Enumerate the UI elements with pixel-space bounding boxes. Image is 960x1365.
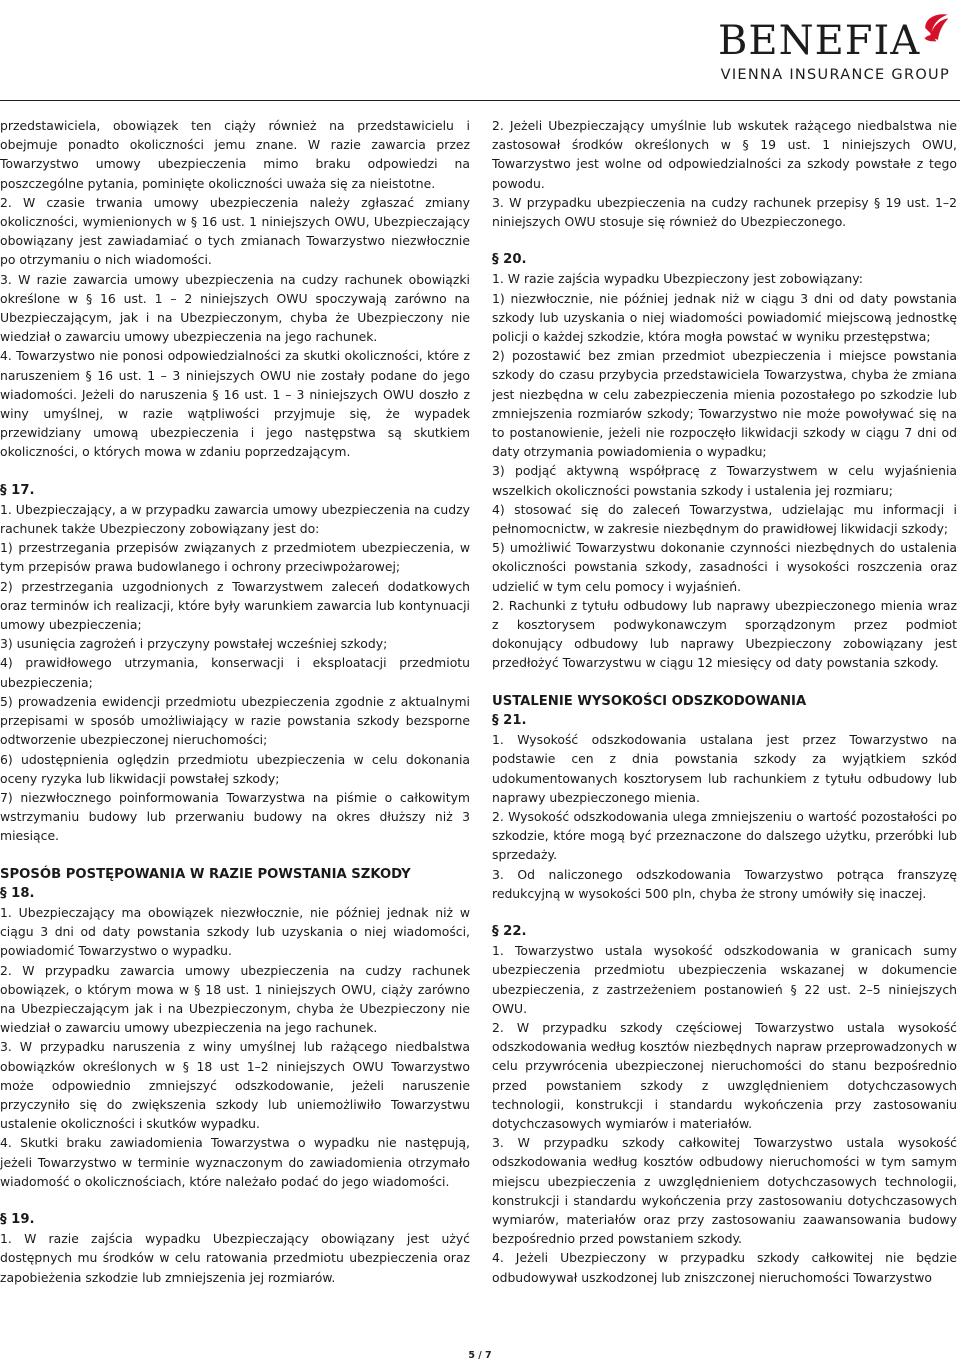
paragraph: 4) prawidłowego utrzymania, konserwacji i eksploatacji przedmiotu ubezpieczenia; bbox=[0, 655, 470, 690]
paragraph: 3. W przypadku szkody całkowitej Towarzystwo ustala wysokość odszkodowania według kosztów odbudowy nieruchomości w tym samym miejscu ubezpieczenia z uwzględnieniem dotychczasowych technologii, konstrukcji i standardu wykończenia przy zastosowaniu dotychczasowych wymiarów, materiałów oraz przy zastosowaniu zaawansowania budowy bezpośrednio przed powstaniem szkody. bbox=[492, 1135, 957, 1247]
spacer bbox=[492, 673, 957, 692]
page-footer bbox=[0, 1343, 960, 1362]
page-header bbox=[0, 0, 960, 100]
paragraph: 5) prowadzenia ewidencji przedmiotu ubezpieczenia zgodnie z aktualnymi przepisami w sposób umożliwiający w razie powstania szkody bezsporne odtworzenie ubezpieczonej nieruchomości; bbox=[0, 693, 470, 748]
spacer bbox=[492, 903, 957, 922]
paragraph: 2) pozostawić bez zmian przedmiot ubezpieczenia i miejsce powstania szkody do czasu przybycia przedstawiciela Towarzystwa, chyba że zmiana jest niezbędna w celu zabezpieczenia mienia pozostałego po szkodzie lub zmniejszenia rozmiarów szkody; Towarzystwo nie może powoływać się na to postanowienie, jeżeli nie rozpoczęło likwidacji szkody w ciągu 7 dni od daty otrzymania powiadomienia o wypadku; bbox=[492, 348, 957, 460]
paragraph: 1) niezwłocznie, nie później jednak niż w ciągu 3 dni od daty powstania szkody lub uzyskania o niej wiadomości powiadomić miejscową jednostkę policji o każdej szkodzie, która mogła powstać w wyniku przestępstwa; bbox=[492, 290, 957, 345]
section-number: § 17. bbox=[0, 482, 35, 498]
paragraph: 2) przestrzegania uzgodnionych z Towarzystwem zaleceń dodatkowych oraz terminów ich realizacji, które były warunkiem zawarcia lub kontynuacji umowy ubezpieczenia; bbox=[0, 578, 470, 633]
spacer bbox=[0, 462, 470, 481]
paragraph: 5) umożliwić Towarzystwu dokonanie czynności niezbędnych do ustalenia okoliczności powstania szkody, zasadności i wysokości roszczenia oraz udzielić w tym celu pomocy i wyjaśnień. bbox=[492, 540, 957, 594]
paragraph: 4. Jeżeli Ubezpieczony w przypadku szkody całkowitej nie będzie odbudowywał uszkodzonej lub zniszczonej nieruchomości Towarzystwo bbox=[492, 1250, 957, 1285]
paragraph: 1. W razie zajścia wypadku Ubezpieczony jest zobowiązany: bbox=[492, 271, 863, 287]
section-number: § 18. bbox=[0, 885, 35, 901]
paragraph: 3. W przypadku naruszenia z winy umyślnej lub rażącego niedbalstwa obowiązków określonych w § 18 ust 1–2 niniejszych OWU Towarzystwo może odpowiednio zmniejszyć odszkodowanie, jeżeli naruszenie przyczyniło się do zwiększenia szkody lub uniemożliwiło Towarzystwu ustalenie okoliczności i skutków wypadku. bbox=[0, 1039, 470, 1132]
paragraph: 3. Od naliczonego odszkodowania Towarzystwo potrąca franszyzę redukcyjną w wysokości 500 pln, chyba że strony umówiły się inaczej. bbox=[492, 866, 957, 901]
logo-tagline: VIENNA INSURANCE GROUP bbox=[720, 67, 950, 83]
paragraph: 3) usunięcia zagrożeń i przyczyny powstałej wcześniej szkody; bbox=[0, 636, 388, 652]
left-column bbox=[0, 116, 470, 1287]
spacer bbox=[0, 1191, 470, 1210]
right-column bbox=[492, 116, 957, 1287]
paragraph: 2. Wysokość odszkodowania ulega zmniejszeniu o wartość pozostałości po szkodzie, które mogą być przeznaczone do dalszego użytku, przeróbki lub sprzedaży. bbox=[492, 808, 957, 863]
paragraph: 7) niezwłocznego poinformowania Towarzystwa na piśmie o całkowitym wstrzymaniu budowy lub przerwaniu budowy na okres dłuższy niż 3 miesiące. bbox=[0, 789, 470, 844]
header-divider bbox=[0, 100, 960, 101]
paragraph: 3. W razie zawarcia umowy ubezpieczenia na cudzy rachunek obowiązki określone w § 16 ust. 1 – 2 niniejszych OWU spoczywają zarówno na Ubezpieczającym, jak i na Ubezpieczonym, chyba że Ubezpieczony nie wiedział o zawarciu umowy ubezpieczenia na jego rachunek. bbox=[0, 271, 470, 345]
section-number: § 22. bbox=[492, 923, 527, 939]
paragraph: 3) podjąć aktywną współpracę z Towarzystwem w celu wyjaśnienia wszelkich okoliczności powstania szkody i ustalenia jej rozmiaru; bbox=[492, 463, 957, 498]
paragraph: 2. Rachunki z tytułu odbudowy lub naprawy ubezpieczonego mienia wraz z kosztorysem podwykonawczym sporządzonym przez podmiot dokonujący odbudowy lub naprawy Ubezpieczony zobowiązany jest przedłożyć Towarzystwu w ciągu 12 miesięcy od daty powstania szkody. bbox=[492, 597, 957, 671]
section-number: § 21. bbox=[492, 712, 527, 728]
paragraph: 3. W przypadku ubezpieczenia na cudzy rachunek przepisy § 19 ust. 1–2 niniejszych OWU stosuje się również do Ubezpieczonego. bbox=[492, 194, 957, 230]
paragraph: 2. Jeżeli Ubezpieczający umyślnie lub wskutek rażącego niedbalstwa nie zastosował środków określonych w § 19 ust. 1 niniejszych OWU, Towarzystwo jest wolne od odpowiedzialności za szkody powstałe z tego powodu. bbox=[492, 118, 957, 191]
logo-wordmark: BENEFIA bbox=[718, 18, 921, 64]
benefia-logo bbox=[718, 6, 950, 83]
section-number: § 19. bbox=[0, 1211, 35, 1227]
paragraph: 1. Ubezpieczający ma obowiązek niezwłocznie, nie później jednak niż w ciągu 3 dni od daty powstania szkody lub uzyskania o niej wiadomości, powiadomić Towarzystwo o wypadku. bbox=[0, 904, 470, 959]
section-number: § 20. bbox=[492, 252, 527, 268]
paragraph: 1. W razie zajścia wypadku Ubezpieczający obowiązany jest użyć dostępnych mu środków w celu ratowania przedmiotu ubezpieczenia oraz zapobieżenia szkodzie lub zmniejszenia jej rozmiarów. bbox=[0, 1231, 470, 1285]
paragraph: 4. Skutki braku zawiadomienia Towarzystwa o wypadku nie następują, jeżeli Towarzystwo w terminie wyznaczonym do zawiadomienia otrzymało wiadomość o okolicznościach, które należało podać do jego wiadomości. bbox=[0, 1135, 470, 1189]
logo-emblem-icon bbox=[923, 6, 950, 50]
paragraph: 1. Ubezpieczający, a w przypadku zawarcia umowy ubezpieczenia na cudzy rachunek także Ubezpieczony zobowiązany jest do: bbox=[0, 501, 470, 537]
paragraph: przedstawiciela, obowiązek ten ciąży również na przedstawicielu i obejmuje ponadto okoliczności jemu znane. W razie zawarcia przez Towarzystwo umowy ubezpieczenia mimo braku odpowiedzi na poszczególne pytania, pominięte okoliczności uważa się za nieistotne. bbox=[0, 118, 470, 191]
paragraph: 4. Towarzystwo nie ponosi odpowiedzialności za skutki okoliczności, które z naruszeniem § 16 ust. 1 – 3 niniejszych OWU nie zostały podane do jego wiadomości. Jeżeli do naruszenia § 16 ust. 1 – 3 niniejszych OWU doszło z winy umyślnej, w razie wątpliwości przyjmuje się, że wypadek przewidziany umową ubezpieczenia i jego następstwa są skutkiem okoliczności, o których mowa w zdaniu poprzedzającym. bbox=[0, 348, 470, 460]
paragraph: 2. W czasie trwania umowy ubezpieczenia należy zgłaszać zmiany okoliczności, wymienionych w § 16 ust. 1 niniejszych OWU, Ubezpieczający obowiązany jest zawiadamiać o tych zmianach Towarzystwo niezwłocznie po otrzymaniu o nich wiadomości. bbox=[0, 194, 470, 268]
paragraph: 6) udostępnienia oględzin przedmiotu ubezpieczenia w celu dokonania oceny ryzyka lub likwidacji powstałej szkody; bbox=[0, 751, 470, 786]
page-number: 5 / 7 bbox=[468, 1350, 492, 1361]
spacer bbox=[0, 846, 470, 865]
spacer bbox=[492, 231, 957, 250]
paragraph: 2. W przypadku szkody częściowej Towarzystwo ustala wysokość odszkodowania według kosztów niezbędnych napraw przeprowadzonych w celu przywrócenia ubezpieczonej nieruchomości do stanu bezpośrednio przed powstaniem szkody z uwzględnieniem dotychczasowych technologii, konstrukcji i standardu wykończenia przy zastosowaniu dotychczasowych wymiarów i materiałów. bbox=[492, 1019, 957, 1131]
paragraph: 1. Wysokość odszkodowania ustalana jest przez Towarzystwo na podstawie cen z dnia powstania szkody za wyjątkiem szkód udokumentowanych kosztorysem lub rachunkiem z tytułu odbudowy lub naprawy ubezpieczonego mienia. bbox=[492, 732, 957, 805]
paragraph: 1. Towarzystwo ustala wysokość odszkodowania w granicach sumy ubezpieczenia przedmiotu ubezpieczenia wskazanej w dokumencie ubezpieczenia, z zastrzeżeniem postanowień § 22 ust. 2–5 niniejszych OWU. bbox=[492, 943, 957, 1016]
paragraph: 2. W przypadku zawarcia umowy ubezpieczenia na cudzy rachunek obowiązek, o którym mowa w § 18 ust. 1 niniejszych OWU, ciąży zarówno na Ubezpieczającym jak i na Ubezpieczonym, chyba że Ubezpieczony nie wiedział o zawarciu umowy ubezpieczenia na jego rachunek. bbox=[0, 962, 470, 1036]
section-heading: SPOSÓB POSTĘPOWANIA W RAZIE POWSTANIA SZKODY bbox=[0, 866, 411, 882]
paragraph: 1) przestrzegania przepisów związanych z przedmiotem ubezpieczenia, w tym przepisów prawa budowlanego i ochrony przeciwpożarowej; bbox=[0, 540, 470, 575]
section-heading: USTALENIE WYSOKOŚCI ODSZKODOWANIA bbox=[492, 693, 807, 709]
paragraph: 4) stosować się do zaleceń Towarzystwa, udzielając mu informacji i pełnomocnictw, w zakresie niezbędnym do prawidłowej likwidacji szkody; bbox=[492, 501, 957, 537]
